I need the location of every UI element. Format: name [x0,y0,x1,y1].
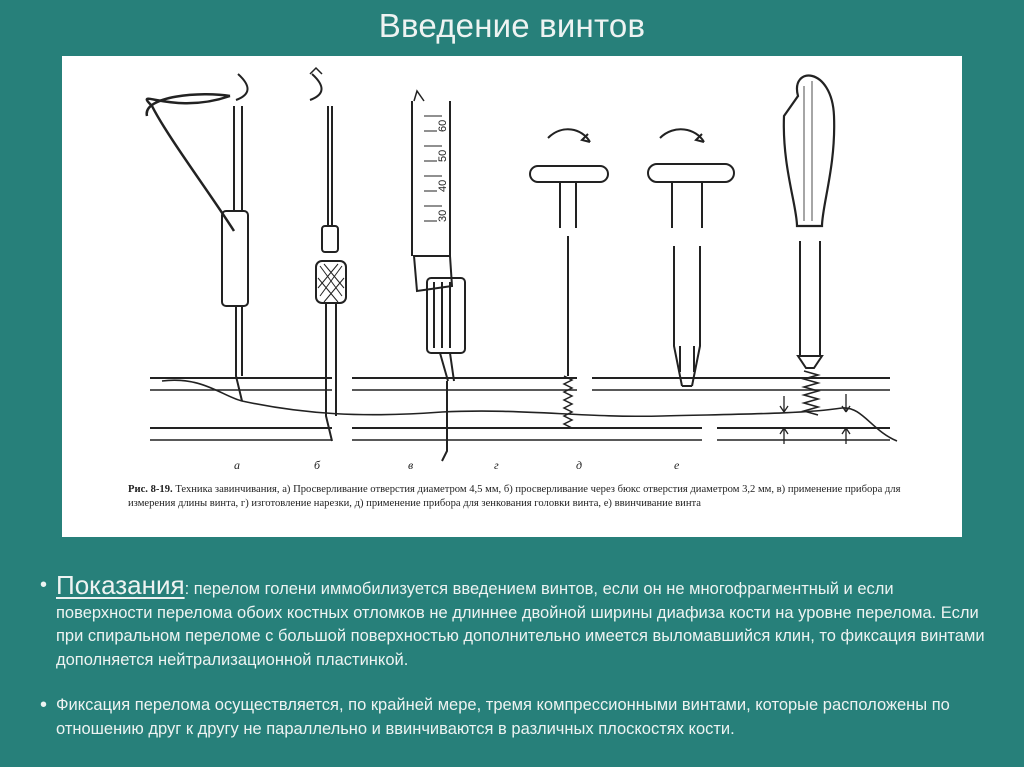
indications-heading: Показания [56,570,185,600]
bullet-indications [40,570,986,672]
bullet-dot-icon: • [40,694,48,716]
fixation-text: Фиксация перелома осуществляется, по крайней мере, тремя компрессионными винтами, которые расположены по отношению друг к другу не параллельно и ввинчиваются в различных плоскостях кости. [56,696,950,738]
figure-caption [128,483,910,511]
figure-label-v: в [408,458,414,472]
figure-label-b: б [314,458,321,472]
figure-label-d: д [576,458,583,472]
figure-panel [62,56,962,537]
scale-number: 30 [437,209,449,222]
figure-label-e: е [674,458,680,472]
slide-title: Введение винтов [378,7,646,44]
scale-number: 60 [437,119,449,132]
figure-label-a: а [234,458,240,472]
indications-text: : перелом голени иммобилизуется введением винтов, если он не многофрагментный и если поверхности перелома обоих костных отломков не длиннее двойной ширины диафиза кости на уровне перелома. Если при спиральном переломе с большой поверхностью дополнительно имеется выломавшийся клин, то фиксация винтами дополняется нейтрализационной пластинкой. [56,580,985,669]
scale-number: 40 [437,179,449,192]
caption-text: Техника завинчивания, а) Просверливание отверстия диаметром 4,5 мм, б) просверливание через бюкс отверстия диаметром 3,2 мм, в) применение прибора для измерения длины винта, г) изготовление нарезки, д) применение прибора для зенкования головки винта, е) ввинчивание винта [128,484,901,509]
instrument-illustration [62,56,962,537]
figure-label-g: г [494,458,499,472]
bullet-dot-icon: • [40,574,48,596]
caption-prefix: Рис. 8-19. [128,484,173,495]
scale-number: 50 [437,149,449,162]
bullet-fixation [40,694,986,741]
